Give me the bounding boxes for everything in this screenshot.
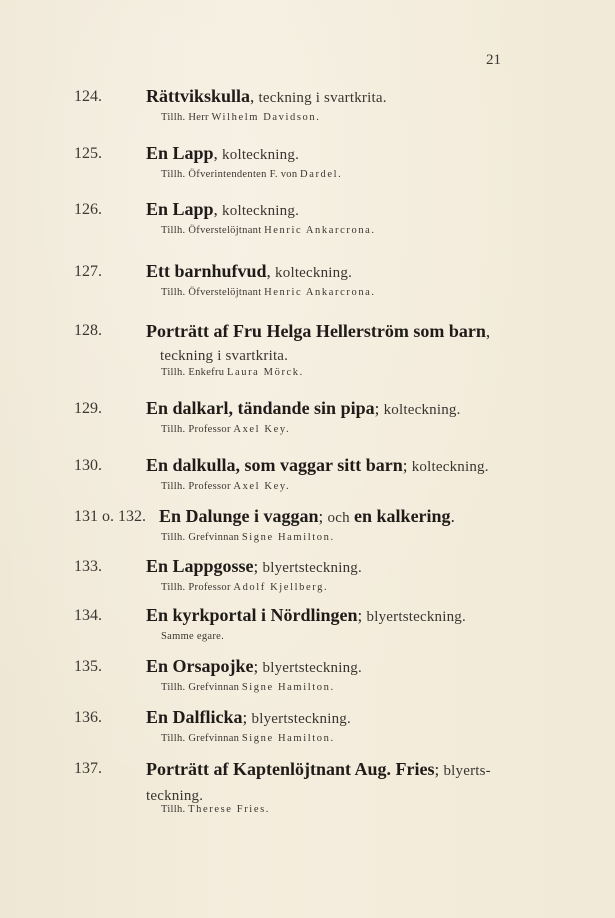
owner-name: Henric Ankarcrona. (264, 225, 376, 236)
owner-label: Tillh. Grefvinnan (161, 532, 240, 543)
entry-medium-continued: teckning. (146, 788, 204, 804)
entry-number: 136. (74, 709, 102, 726)
entry-separator: ; (253, 657, 259, 676)
entry-number: 137. (74, 760, 102, 777)
entry-separator: ; (253, 557, 259, 576)
owner-label: Tillh. Professor (161, 424, 231, 435)
entry-owner (161, 682, 335, 693)
entry-owner (161, 169, 342, 180)
entry-number: 135. (74, 658, 102, 675)
entry-owner (161, 287, 376, 298)
entry-medium: blyertsteckning. (262, 560, 362, 576)
entry-title-line (146, 398, 531, 419)
entry-owner (161, 481, 290, 492)
entry-title-line (146, 199, 531, 220)
entry-title-line (146, 556, 531, 577)
entry-medium: teckning i svartkrita. (160, 348, 289, 364)
entry-conjunction: och (327, 510, 350, 526)
entry-separator: ; (357, 606, 363, 625)
entry-title-line (146, 707, 531, 728)
entry-medium: blyertsteckning. (262, 660, 362, 676)
owner-label: Tillh. Öfverintendenten F. von (161, 169, 298, 180)
entry-title: En Lapp (146, 143, 214, 163)
entry-title: Porträtt af Kaptenlöjtnant Aug. Fries (146, 759, 435, 779)
entry-separator: , (213, 200, 218, 219)
entry-number: 124. (74, 88, 102, 105)
owner-label: Tillh. Enkefru (161, 367, 225, 378)
owner-label: Tillh. Grefvinnan (161, 682, 240, 693)
entry-title: En kyrkportal i Nördlingen (146, 605, 358, 625)
entry-title: En Orsapojke (146, 656, 254, 676)
entry-title-secondary: en kalkering (354, 506, 451, 526)
entry-title: Ett barnhufvud (146, 261, 267, 281)
entry-title-line (159, 506, 531, 527)
entry-separator: , (250, 87, 255, 106)
owner-name: Signe Hamilton. (241, 532, 335, 543)
owner-name: Signe Hamilton. (241, 682, 335, 693)
entry-number: 127. (74, 263, 102, 280)
owner-name: Laura Mörck. (226, 367, 304, 378)
owner-name: Henric Ankarcrona. (264, 287, 376, 298)
entry-owner (161, 112, 321, 123)
entry-title-line (146, 261, 531, 282)
owner-label: Tillh. Professor (161, 481, 231, 492)
owner-name: Axel Key. (233, 481, 291, 492)
entry-title: En Dalunge i vaggan (159, 506, 319, 526)
entry-medium: blyerts- (443, 763, 491, 779)
entry-number: 133. (74, 558, 102, 575)
owner-name: Signe Hamilton. (241, 733, 335, 744)
entry-owner (161, 225, 376, 236)
page-number: 21 (486, 52, 501, 68)
entry-owner (161, 367, 304, 378)
owner-name: Therese Fries. (188, 804, 270, 815)
entry-number: 130. (74, 457, 102, 474)
owner-label: Tillh. Öfverstelöjtnant (161, 225, 262, 236)
entry-owner (161, 631, 224, 642)
entry-medium: teckning i svartkrita. (258, 90, 387, 106)
entry-number: 126. (74, 201, 102, 218)
entry-medium: blyertsteckning. (366, 609, 466, 625)
entry-separator: , (213, 144, 218, 163)
entry-title-line (146, 758, 537, 808)
entry-owner (161, 582, 328, 593)
entry-medium: kolteckning. (411, 459, 489, 475)
entry-title: En dalkulla, som vaggar sitt barn (146, 455, 403, 475)
owner-label: Samme egare. (161, 631, 225, 642)
entry-title: Rättvikskulla (146, 86, 251, 106)
owner-label: Tillh. (161, 804, 186, 815)
entry-owner (161, 804, 270, 815)
entry-title-line (146, 320, 531, 368)
entry-title: Porträtt af Fru Helga Hellerström som barn (146, 321, 486, 341)
entry-title: En Dalflicka (146, 707, 243, 727)
entry-separator: ; (402, 456, 408, 475)
entry-title: En Lappgosse (146, 556, 254, 576)
entry-title-line (146, 143, 531, 164)
entry-number: 125. (74, 145, 102, 162)
owner-name: Dardel. (300, 169, 343, 180)
entry-owner (161, 532, 335, 543)
entry-medium: kolteckning. (383, 402, 461, 418)
entry-separator: ; (242, 708, 248, 727)
entry-separator: ; (374, 399, 380, 418)
entry-separator: , (485, 322, 491, 341)
entry-title-line (146, 86, 531, 107)
entry-end-mark: . (450, 507, 455, 526)
entry-owner (161, 733, 335, 744)
entry-separator: ; (434, 760, 440, 779)
entry-number: 131 o. 132. (74, 508, 146, 525)
owner-label: Tillh. Professor (161, 582, 231, 593)
entry-title-line (146, 455, 531, 476)
owner-label: Tillh. Öfverstelöjtnant (161, 287, 262, 298)
entry-medium: kolteckning. (222, 203, 300, 219)
entry-owner (161, 424, 290, 435)
owner-label: Tillh. Grefvinnan (161, 733, 240, 744)
entry-title: En dalkarl, tändande sin pipa (146, 398, 375, 418)
owner-label: Tillh. Herr (161, 112, 209, 123)
owner-name: Adolf Kjellberg. (233, 582, 329, 593)
entry-title: En Lapp (146, 199, 214, 219)
entry-number: 134. (74, 607, 102, 624)
entry-title-line (146, 605, 531, 626)
entry-medium: kolteckning. (275, 265, 353, 281)
entry-separator: ; (318, 507, 324, 526)
owner-name: Wilhelm Davidson. (211, 112, 321, 123)
entry-number: 128. (74, 322, 102, 339)
entry-number: 129. (74, 400, 102, 417)
entry-medium: kolteckning. (222, 147, 300, 163)
entry-title-line (146, 656, 531, 677)
entry-separator: , (266, 262, 271, 281)
owner-name: Axel Key. (233, 424, 291, 435)
entry-medium: blyertsteckning. (251, 711, 351, 727)
